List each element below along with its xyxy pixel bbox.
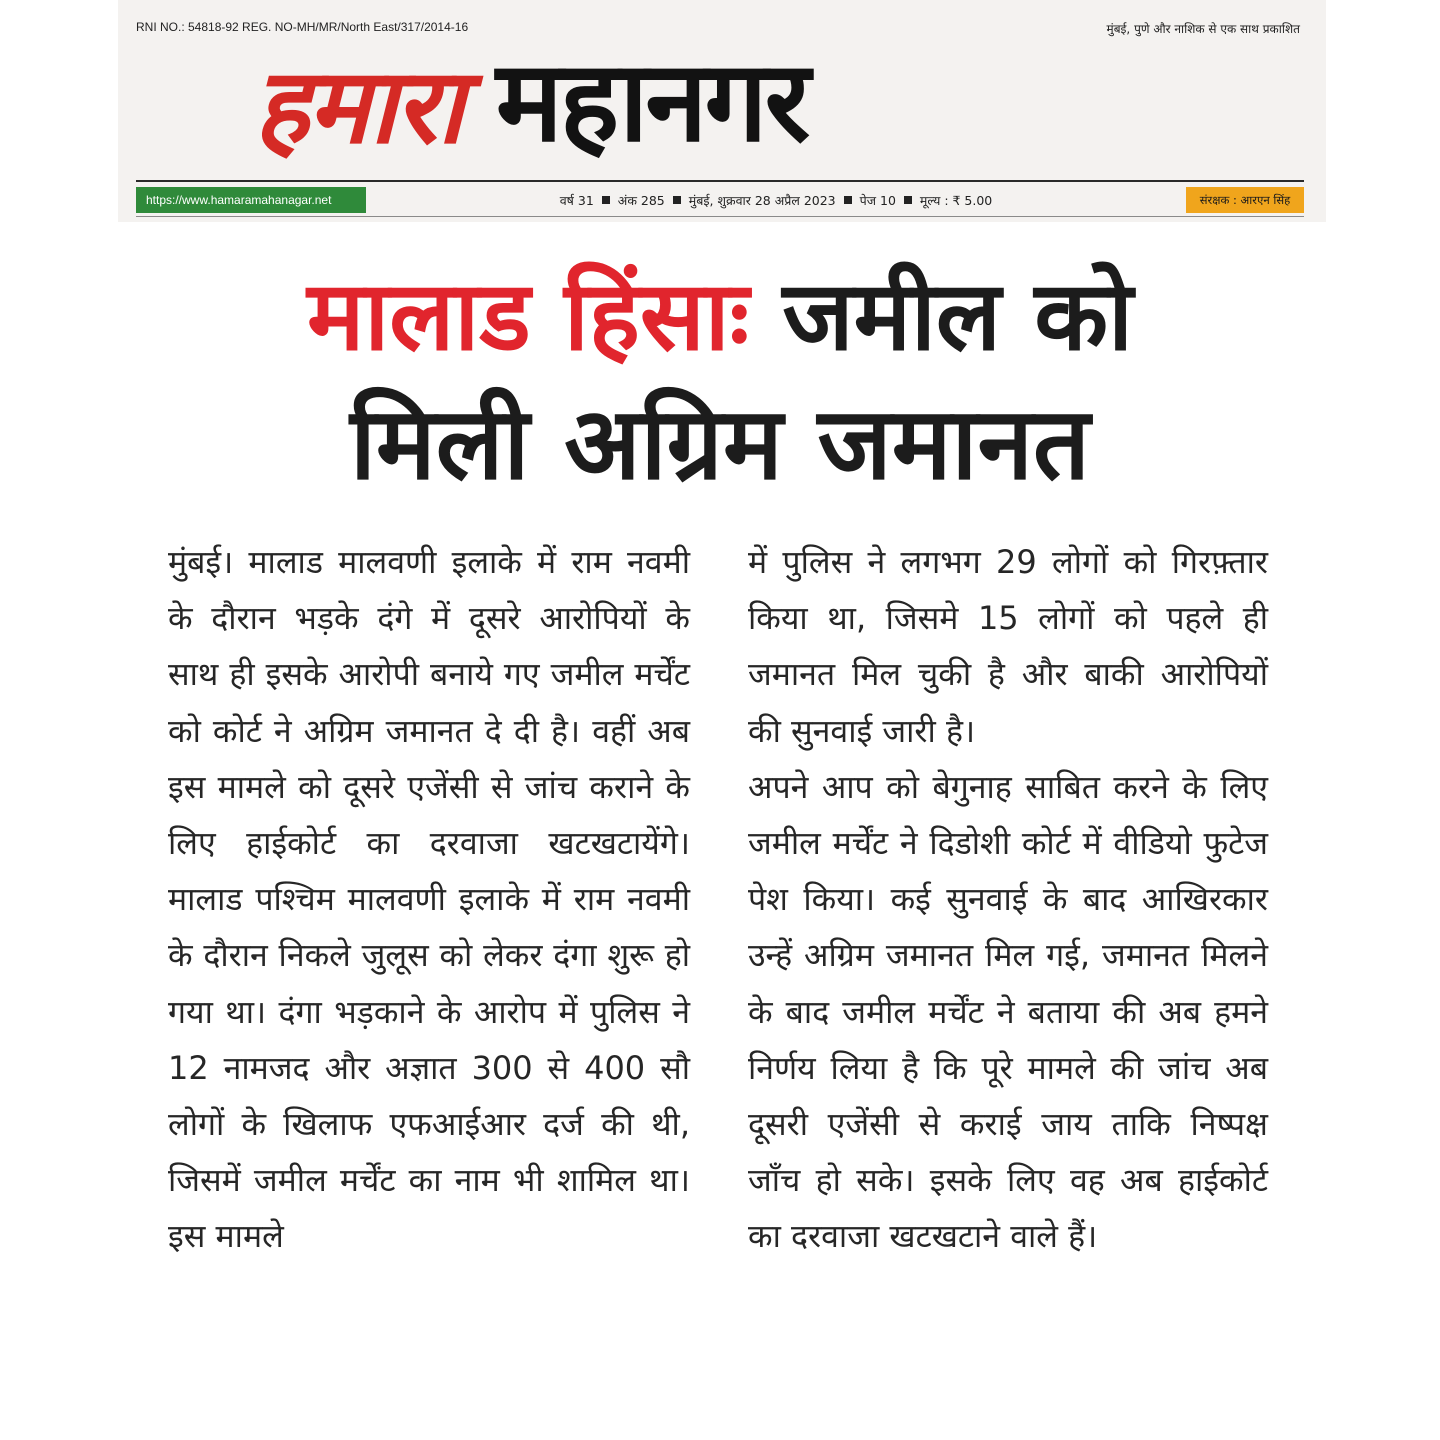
square-bullet-icon <box>602 196 610 204</box>
headline-dark-part: जमील को <box>782 260 1134 372</box>
article-column-right <box>748 534 1268 1265</box>
registration-number: RNI NO.: 54818-92 REG. NO-MH/MR/North East/317/2014-16 <box>136 20 469 34</box>
masthead-divider <box>136 180 1304 182</box>
article-headline-line-1 <box>0 260 1440 372</box>
nameplate-red-word: हमारा <box>254 44 462 167</box>
website-link[interactable]: https://www.hamaramahanagar.net <box>136 187 366 213</box>
issue-number: अंक 285 <box>617 192 665 208</box>
article-column-left <box>168 534 690 1265</box>
headline-red-part: मालाड हिंसाः <box>306 260 749 372</box>
article-headline-line-2: मिली अग्रिम जमानत <box>350 385 1090 502</box>
nameplate-black-word: महानगर <box>495 37 808 167</box>
issue-price: मूल्य : ₹ 5.00 <box>919 192 993 208</box>
square-bullet-icon <box>904 196 912 204</box>
issue-year: वर्ष 31 <box>559 192 594 208</box>
article-paragraph: अपने आप को बेगुनाह साबित करने के लिए जमील मर्चेंट ने दिडोशी कोर्ट में वीडियो फुटेज पेश किया। कई सुनवाई के बाद आखिरकार उन्हें अग्रिम जमानत मिल गई, जमानत मिलने के बाद जमील मर्चेंट ने बताया की अब हमने निर्णय लिया है कि पूरे मामले की जांच अब दूसरी एजेंसी से कराई जाय ताकि निष्पक्ष जाँच हो सके। इसके लिए वह अब हाईकोर्ट का दरवाजा खटखटाने वाले हैं। <box>748 767 1268 1256</box>
issue-info <box>366 192 1186 209</box>
newspaper-masthead <box>118 0 1326 222</box>
square-bullet-icon <box>673 196 681 204</box>
article-paragraph: में पुलिस ने लगभग 29 लोगों को गिरफ़्तार किया था, जिसमे 15 लोगों को पहले ही जमानत मिल चुकी है और बाकी आरोपियों की सुनवाई जारी है। <box>748 543 1268 750</box>
issue-place-date: मुंबई, शुक्रवार 28 अप्रैल 2023 <box>688 192 836 208</box>
article-paragraph: मुंबई। मालाड मालवणी इलाके में राम नवमी के दौरान भड़के दंगे में दूसरे आरोपियों के साथ ही इसके आरोपी बनाये गए जमील मर्चेंट को कोर्ट ने अग्रिम जमानत दे दी है। वहीं अब इस मामले को दूसरे एजेंसी से जांच कराने के लिए हाईकोर्ट का दरवाजा खटखटायेंगे। मालाड पश्चिम मालवणी इलाके में राम नवमी के दौरान निकले जुलूस को लेकर दंगा शुरू हो गया था। दंगा भड़काने के आरोप में पुलिस ने 12 नामजद और अज्ञात 300 से 400 सौ लोगों के खिलाफ एफआईआर दर्ज की थी, जिसमें जमील मर्चेंट का नाम भी शामिल था। इस मामले <box>168 543 690 1256</box>
square-bullet-icon <box>844 196 852 204</box>
patron-badge: संरक्षक : आरएन सिंह <box>1186 187 1304 213</box>
issue-strip <box>136 186 1304 214</box>
newspaper-nameplate <box>254 37 808 167</box>
issue-pages: पेज 10 <box>859 192 896 208</box>
masthead-bottom-divider <box>136 216 1304 217</box>
publication-cities: मुंबई, पुणे और नाशिक से एक साथ प्रकाशित <box>1106 22 1300 36</box>
